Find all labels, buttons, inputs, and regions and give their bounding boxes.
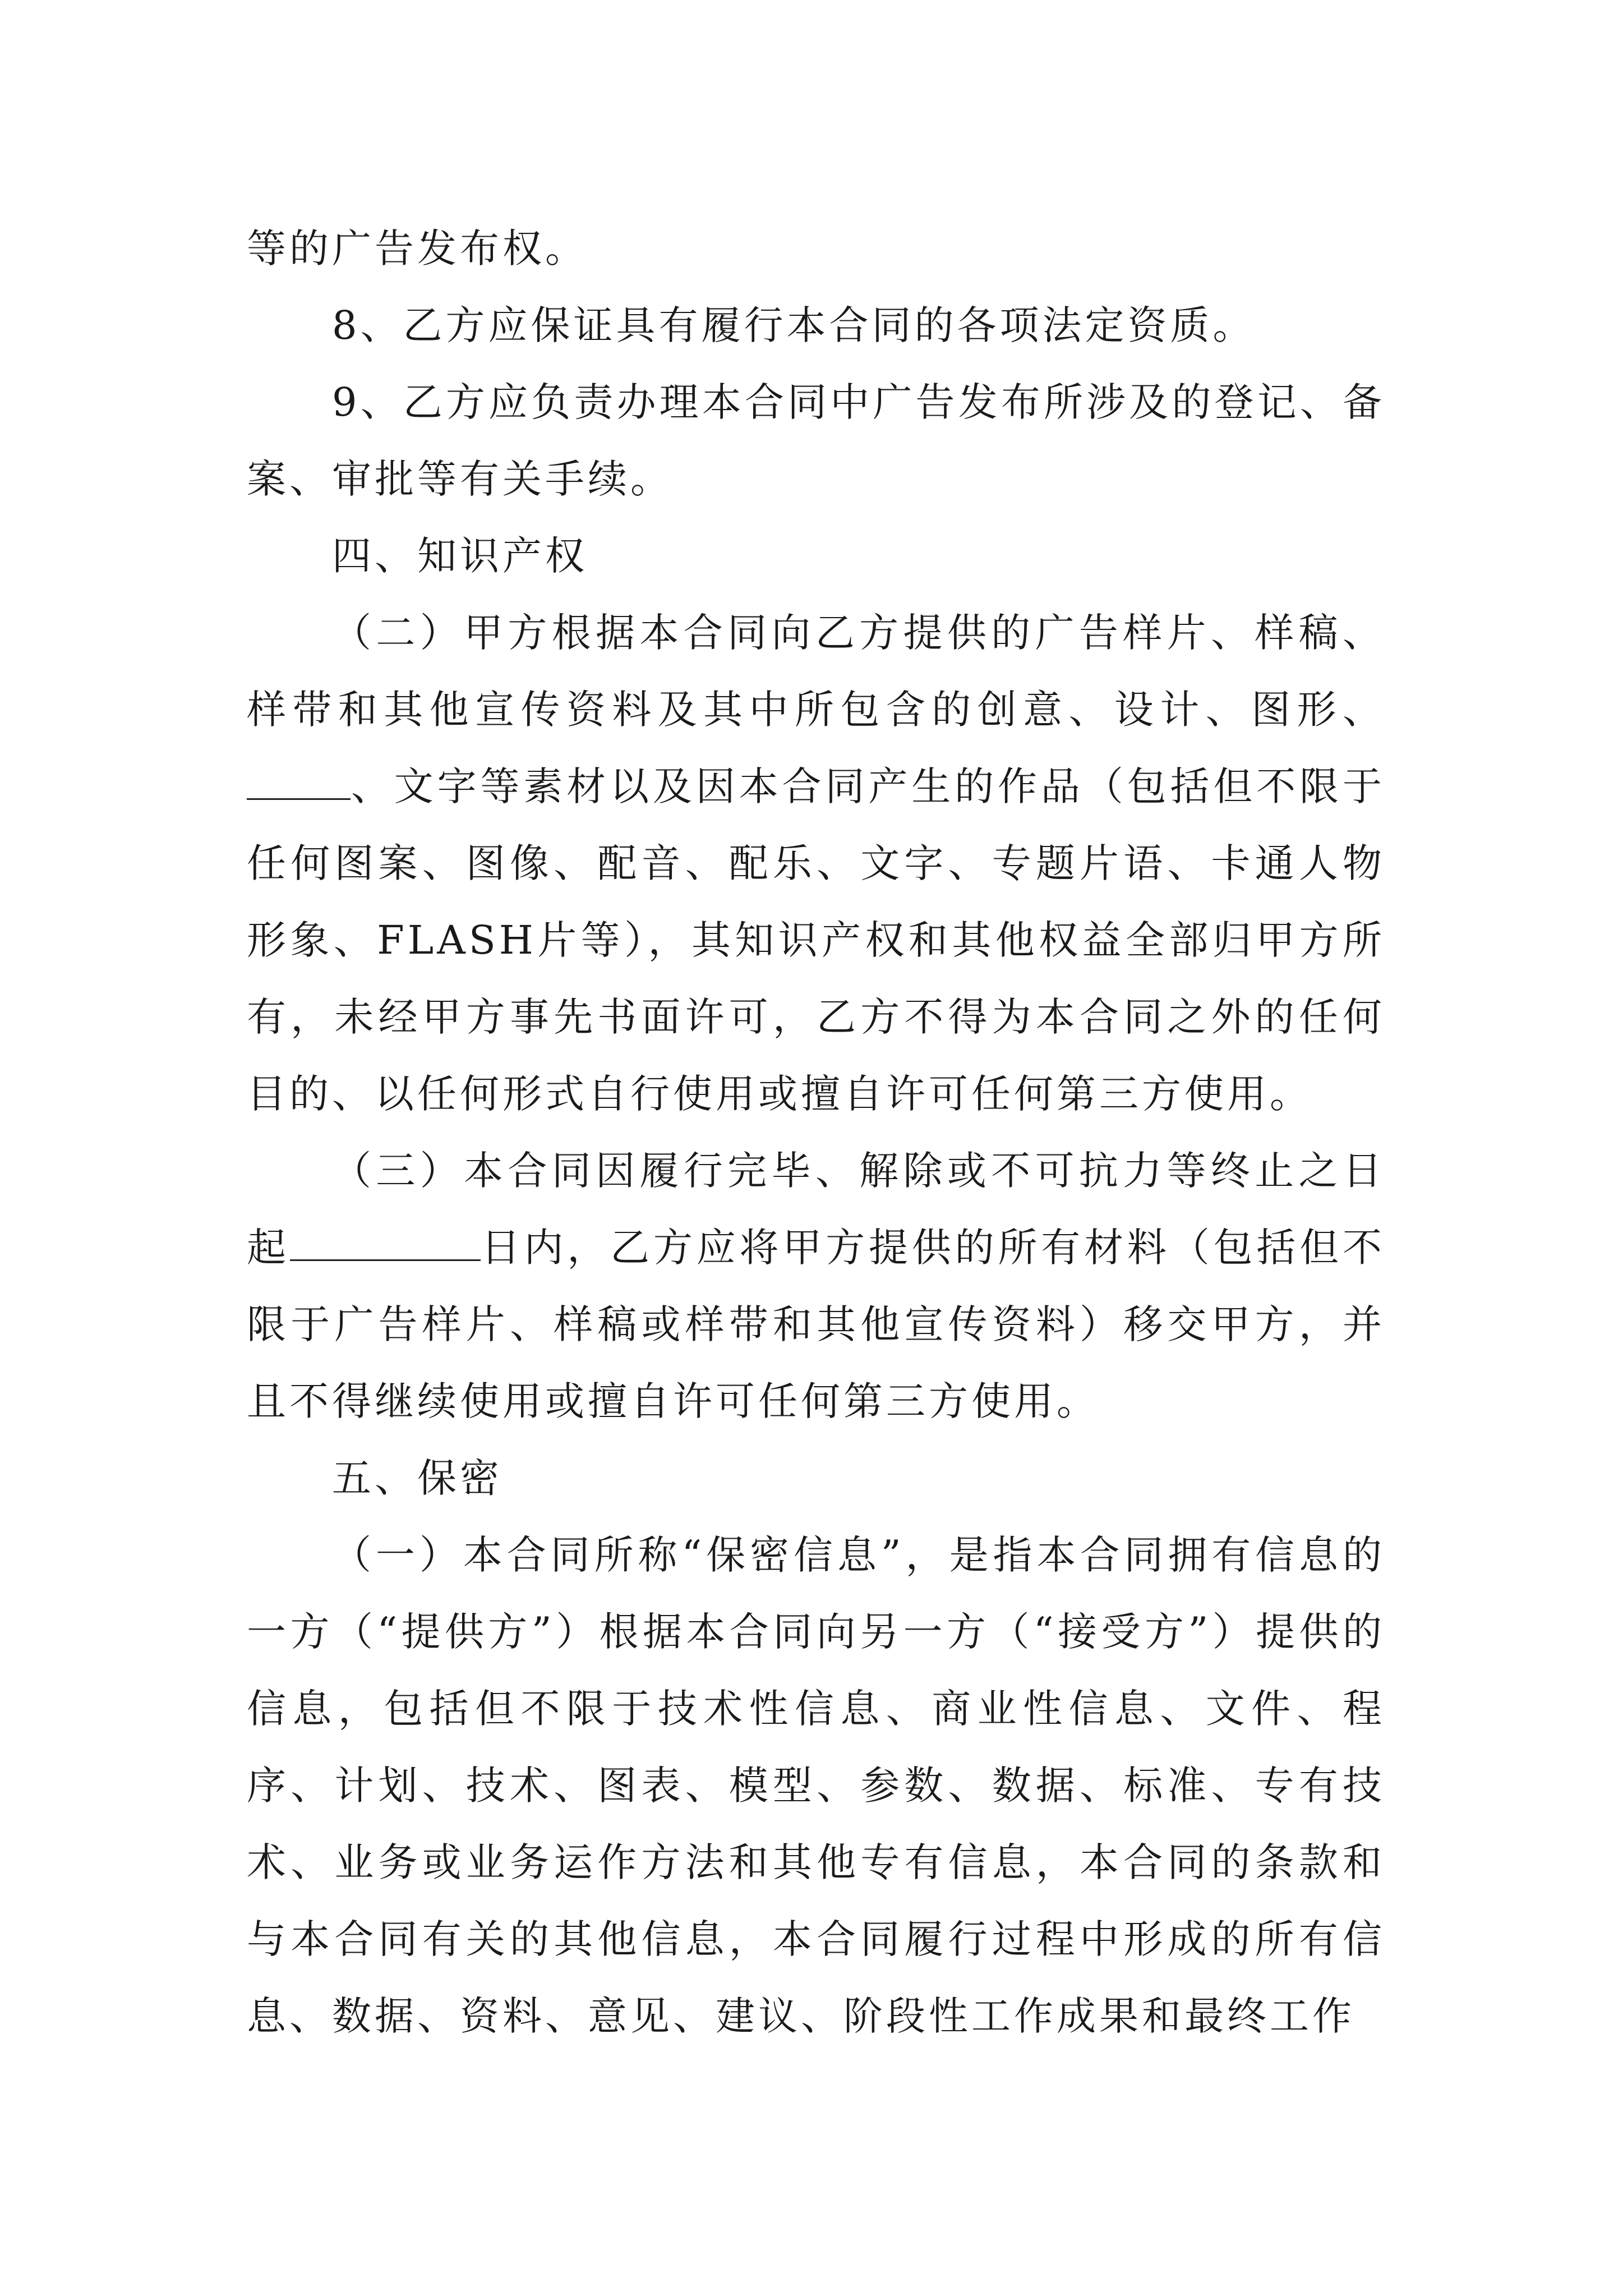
paragraph-clause-8: 8、乙方应保证具有履行本合同的各项法定资质。 [332,302,1256,348]
section-title-intellectual-property: 四、知识产权 [332,533,588,579]
paragraph-ip-2 [247,595,1385,1133]
section-title-confidentiality: 五、保密 [332,1455,502,1501]
fill-in-blank [247,761,351,800]
paragraph-ip-2-part1: （二）甲方根据本合同向乙方提供的广告样片、样稿、样带和其他宣传资料及其中所包含的创意、设计、图形、 [247,610,1385,733]
paragraph-ip-3-part2: 日内，乙方应将甲方提供的所有材料（包括但不限于广告样片、样稿或样带和其他宣传资料）移交甲方，并且不得继续使用或擅自许可任何第三方使用。 [247,1225,1386,1424]
paragraph-confidentiality-1: （一）本合同所称“保密信息”，是指本合同拥有信息的一方（“提供方”）根据本合同向另一方（“接受方”）提供的信息，包括但不限于技术性信息、商业性信息、文件、程序、计划、技术、图表、模型、参数、数据、标准、专有技术、业务或业务运作方法和其他专有信息，本合同的条款和与本合同有关的其他信息，本合同履行过程中形成的所有信息、数据、资料、意见、建议、阶段性工作成果和最终工作 [247,1532,1385,2039]
paragraph-continuation: 等的广告发布权。 [247,226,588,272]
fill-in-blank-days [290,1222,481,1262]
paragraph-ip-2-part2: 、文字等素材以及因本合同产生的作品（包括但不限于任何图案、图像、配音、配乐、文字、专题片语、卡通人物形象、FLASH片等），其知识产权和其他权益全部归甲方所有，未经甲方事先书面许可，乙方不得为本合同之外的任何目的、以任何形式自行使用或擅自许可任何第三方使用。 [247,763,1385,1117]
paragraph-ip-3-part1: （三）本合同因履行完毕、解除或不可抗力等终止之日起 [247,1148,1385,1271]
paragraph-ip-3 [247,1133,1385,1440]
paragraph-clause-9: 9、乙方应负责办理本合同中广告发布所涉及的登记、备案、审批等有关手续。 [247,379,1385,502]
document-body [247,210,1385,2055]
